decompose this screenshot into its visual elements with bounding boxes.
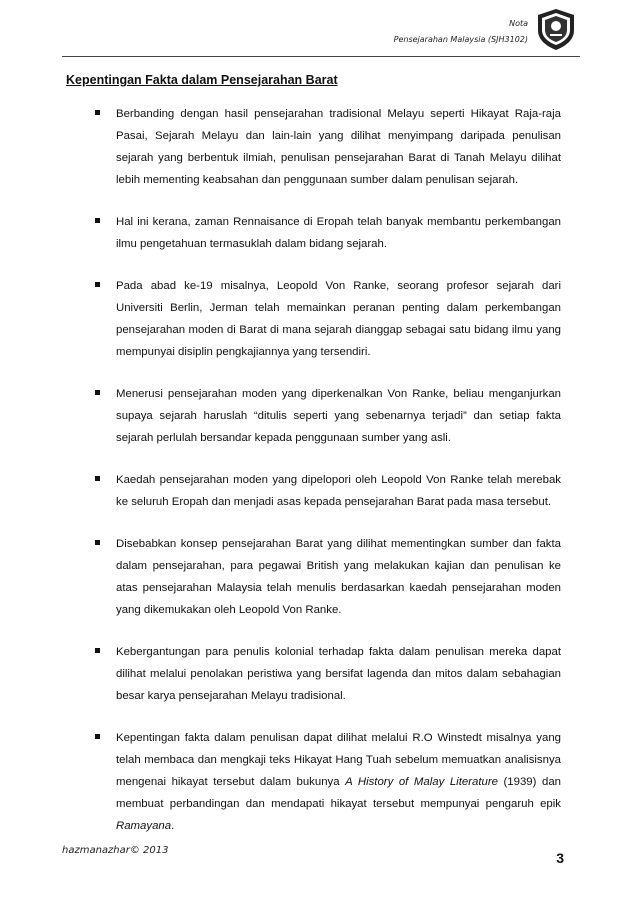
square-bullet-icon [95, 218, 100, 223]
paragraph-text: Berbanding dengan hasil pensejarahan tradisional Melayu seperti Hikayat Raja-raja Pasai, Sejarah Melayu dan lain-lain yang dilihat menyimpang daripada penulisan sejarah yang berbentuk ilmiah, penulisan pensejarahan Barat di Tanah Melayu dilihat lebih mementing keabsahan dan penggunaan sumber dalam penulisan sejarah. [116, 108, 561, 186]
page-title: Kepentingan Fakta dalam Pensejarahan Barat [66, 73, 338, 87]
square-bullet-icon [95, 282, 100, 287]
header-divider [62, 56, 580, 57]
square-bullet-icon [95, 390, 100, 395]
square-bullet-icon [95, 540, 100, 545]
page-number: 3 [556, 850, 564, 866]
square-bullet-icon [95, 734, 100, 739]
footer-author: hazmanazhar© 2013 [62, 845, 169, 856]
paragraph-text [116, 727, 561, 837]
square-bullet-icon [95, 110, 100, 115]
book-title: A History of Malay Literature [345, 776, 498, 788]
header-note-label: Nota [509, 19, 528, 28]
paragraph-text: Pada abad ke-19 misalnya, Leopold Von Ranke, seorang profesor sejarah dari Universiti Berlin, Jerman telah memainkan peranan penting dalam perkembangan pensejarahan moden di Barat di mana sejarah dianggap sebagai satu bidang ilmu yang mempunyai disiplin pengkajiannya yang tersendiri. [116, 280, 561, 358]
paragraph-text-part: . [171, 820, 175, 832]
list-item [0, 469, 638, 513]
paragraph-text: Menerusi pensejarahan moden yang diperkenalkan Von Ranke, beliau menganjurkan supaya sejarah haruslah “ditulis seperti yang sebenarnya terjadi” dan setiap fakta sejarah perlulah bersandar kepada penggunaan sumber yang asli. [116, 388, 561, 444]
list-item [0, 641, 638, 707]
header-course-label: Pensejarahan Malaysia (SJH3102) [393, 35, 528, 44]
list-item [0, 383, 638, 449]
paragraph-text: Kebergantungan para penulis kolonial terhadap fakta dalam penulisan mereka dapat dilihat melalui penolakan peristiwa yang bersifat lagenda dan mitos dalam sebahagian besar karya pensejarahan Melayu tradisional. [116, 646, 561, 702]
list-item [0, 275, 638, 363]
paragraph-text-part: (1939) dan membuat perbandingan dan mendapati hikayat tersebut mempunyai pengaruh epik [116, 776, 561, 810]
paragraph-text: Disebabkan konsep pensejarahan Barat yang dilihat mementingkan sumber dan fakta dalam pensejarahan, para pegawai British yang melakukan kajian dan penulisan ke atas pensejarahan Malaysia telah menulis berdasarkan kaedah pensejarahan moden yang dikemukakan oleh Leopold Von Ranke. [116, 538, 561, 616]
bullet-list [0, 103, 638, 857]
list-item [0, 727, 638, 837]
list-item [0, 533, 638, 621]
running-header [394, 16, 528, 48]
paragraph-text: Hal ini kerana, zaman Rennaisance di Eropah telah banyak membantu perkembangan ilmu pengetahuan termasuklah dalam bidang sejarah. [116, 216, 561, 250]
epic-title: Ramayana [116, 820, 172, 832]
paragraph-text-part: Kepentingan fakta dalam penulisan dapat dilihat melalui R.O Winstedt misalnya yang telah membaca dan mengkaji teks Hikayat Hang Tuah sebelum memuatkan analisisnya mengenai hikayat tersebut dalam bukunya [116, 732, 561, 788]
university-crest-icon [533, 6, 579, 52]
square-bullet-icon [95, 648, 100, 653]
list-item [0, 211, 638, 255]
paragraph-text: Kaedah pensejarahan moden yang dipelopori oleh Leopold Von Ranke telah merebak ke seluruh Eropah dan menjadi asas kepada pensejarahan Barat pada masa tersebut. [116, 474, 561, 508]
list-item [0, 103, 638, 191]
square-bullet-icon [95, 476, 100, 481]
